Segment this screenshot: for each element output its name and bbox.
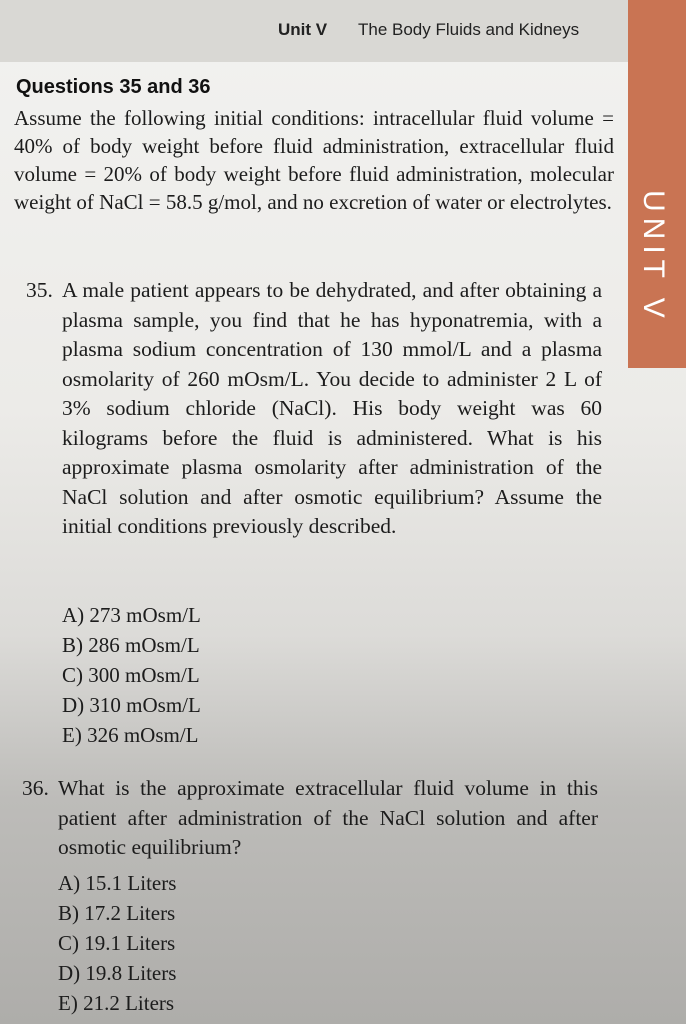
choice-d[interactable]: D) 310 mOsm/L: [62, 693, 201, 717]
choice-a[interactable]: A) 15.1 Liters: [58, 871, 177, 895]
running-header: [0, 0, 686, 62]
unit-side-tab: [628, 0, 686, 368]
question-number: 36.: [22, 776, 49, 800]
choice-d[interactable]: D) 19.8 Liters: [58, 961, 177, 985]
unit-label: Unit V: [278, 20, 328, 39]
choice-c[interactable]: C) 19.1 Liters: [58, 931, 176, 955]
choice-b[interactable]: B) 17.2 Liters: [58, 901, 176, 925]
chapter-title: The Body Fluids and Kidneys: [358, 20, 580, 39]
question-stem: A male patient appears to be dehydrated, and after obtaining a plasma sample, you find that he has hyponatremia, with a plasma sodium concentration of 130 mmol/L and a plasma osmolarity of 260 mOsm/L. You decide to administer 2 L of 3% sodium chloride (NaCl). His body weight was 60 kilograms before the fluid is administered. What is his approximate plasma osmolarity after administration of the NaCl solution and after osmotic equilibrium? Assume the initial conditions previously described.: [62, 278, 602, 538]
question-stem: What is the approximate extracellular fluid volume in this patient after administration of the NaCl solution and after osmotic equilibrium?: [58, 776, 598, 859]
question-number: 35.: [26, 278, 53, 302]
choice-c[interactable]: C) 300 mOsm/L: [62, 663, 200, 687]
question-36-choices: [58, 868, 176, 1018]
choice-b[interactable]: B) 286 mOsm/L: [62, 633, 200, 657]
question-35-choices: [62, 600, 201, 750]
unit-tab-label: UNIT V: [637, 190, 670, 324]
choice-a[interactable]: A) 273 mOsm/L: [62, 603, 201, 627]
choice-e[interactable]: E) 326 mOsm/L: [62, 723, 199, 747]
intro-paragraph: Assume the following initial conditions: intracellular fluid volume = 40% of body weight before fluid administration, extracellular fluid volume = 20% of body weight before fluid administration, molecular weight of NaCl = 58.5 g/mol, and no excretion of water or electrolytes.: [14, 106, 614, 214]
choice-e[interactable]: E) 21.2 Liters: [58, 991, 175, 1015]
section-title: Questions 35 and 36: [16, 76, 211, 98]
